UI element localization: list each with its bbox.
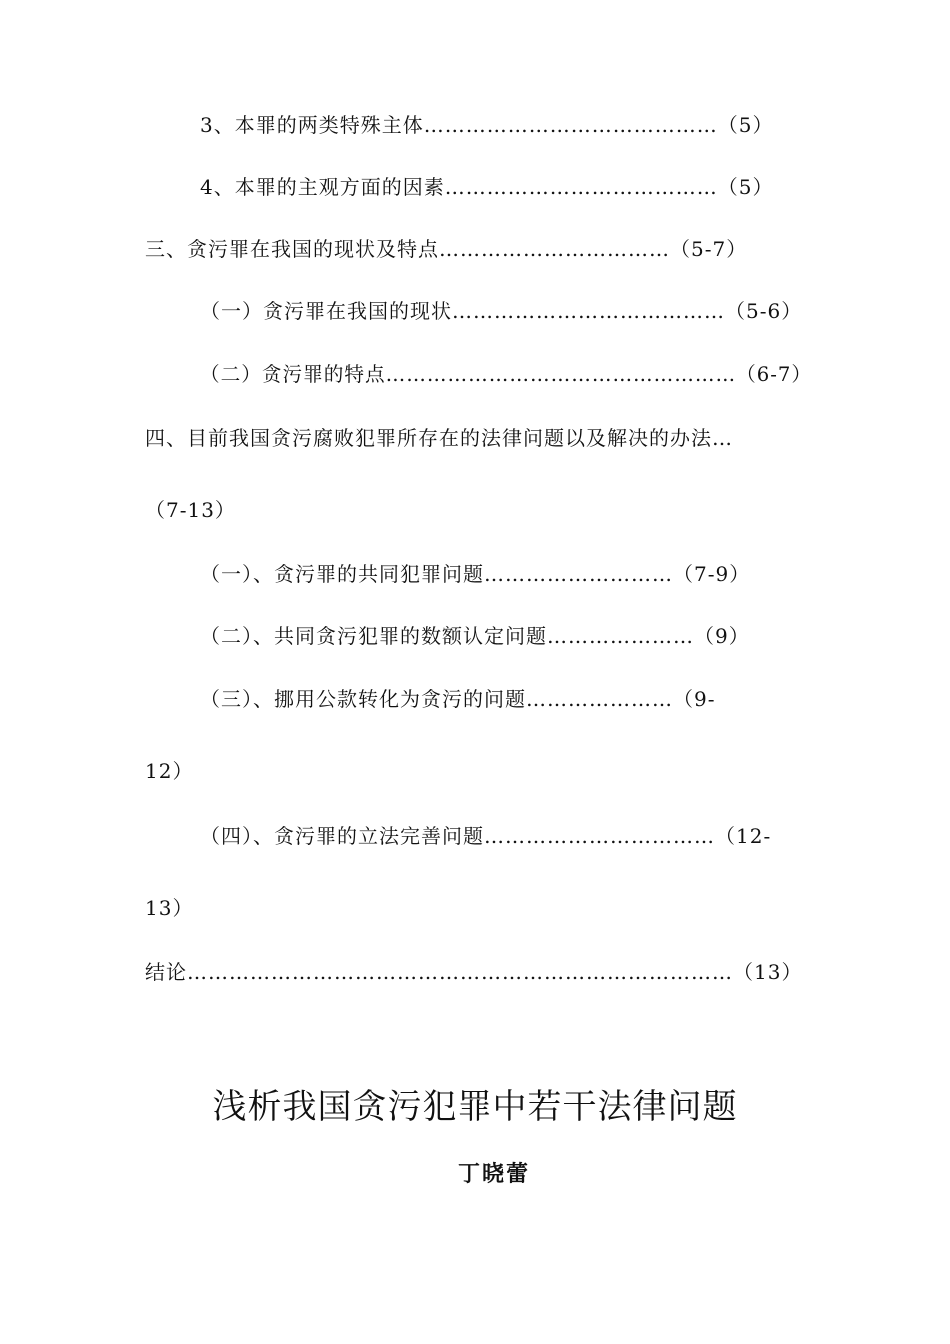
toc-subsection-4-1: （一）、贪污罪的共同犯罪问题………………………（7-9） xyxy=(200,562,751,586)
toc-subsection-4-3: （三）、挪用公款转化为贪污的问题…………………（9- xyxy=(200,687,716,711)
toc-section-4-pages: （7-13） xyxy=(145,498,236,522)
toc-conclusion: 结论……………………………………………………………………（13） xyxy=(145,960,803,984)
toc-subsection-4-2: （二）、共同贪污犯罪的数额认定问题…………………（9） xyxy=(200,624,750,648)
toc-entry-4-subjective-factors: 4、本罪的主观方面的因素…………………………………（5） xyxy=(200,175,774,199)
toc-subsection-4-3-pages: 12） xyxy=(145,759,194,783)
toc-subsection-4-4: （四）、贪污罪的立法完善问题……………………………（12- xyxy=(200,824,772,848)
toc-subsection-3-1: （一）贪污罪在我国的现状…………………………………（5-6） xyxy=(200,299,803,323)
toc-entry-3-special-subjects: 3、本罪的两类特殊主体……………………………………（5） xyxy=(200,113,774,137)
article-author: 丁晓蕾 xyxy=(457,1162,530,1187)
toc-subsection-4-4-pages: 13） xyxy=(145,896,194,920)
toc-section-4: 四、目前我国贪污腐败犯罪所存在的法律问题以及解决的办法… xyxy=(145,426,733,450)
toc-section-3: 三、贪污罪在我国的现状及特点……………………………（5-7） xyxy=(145,237,748,261)
article-title: 浅析我国贪污犯罪中若干法律问题 xyxy=(212,1087,738,1127)
toc-subsection-3-2: （二）贪污罪的特点……………………………………………（6-7） xyxy=(200,362,813,386)
